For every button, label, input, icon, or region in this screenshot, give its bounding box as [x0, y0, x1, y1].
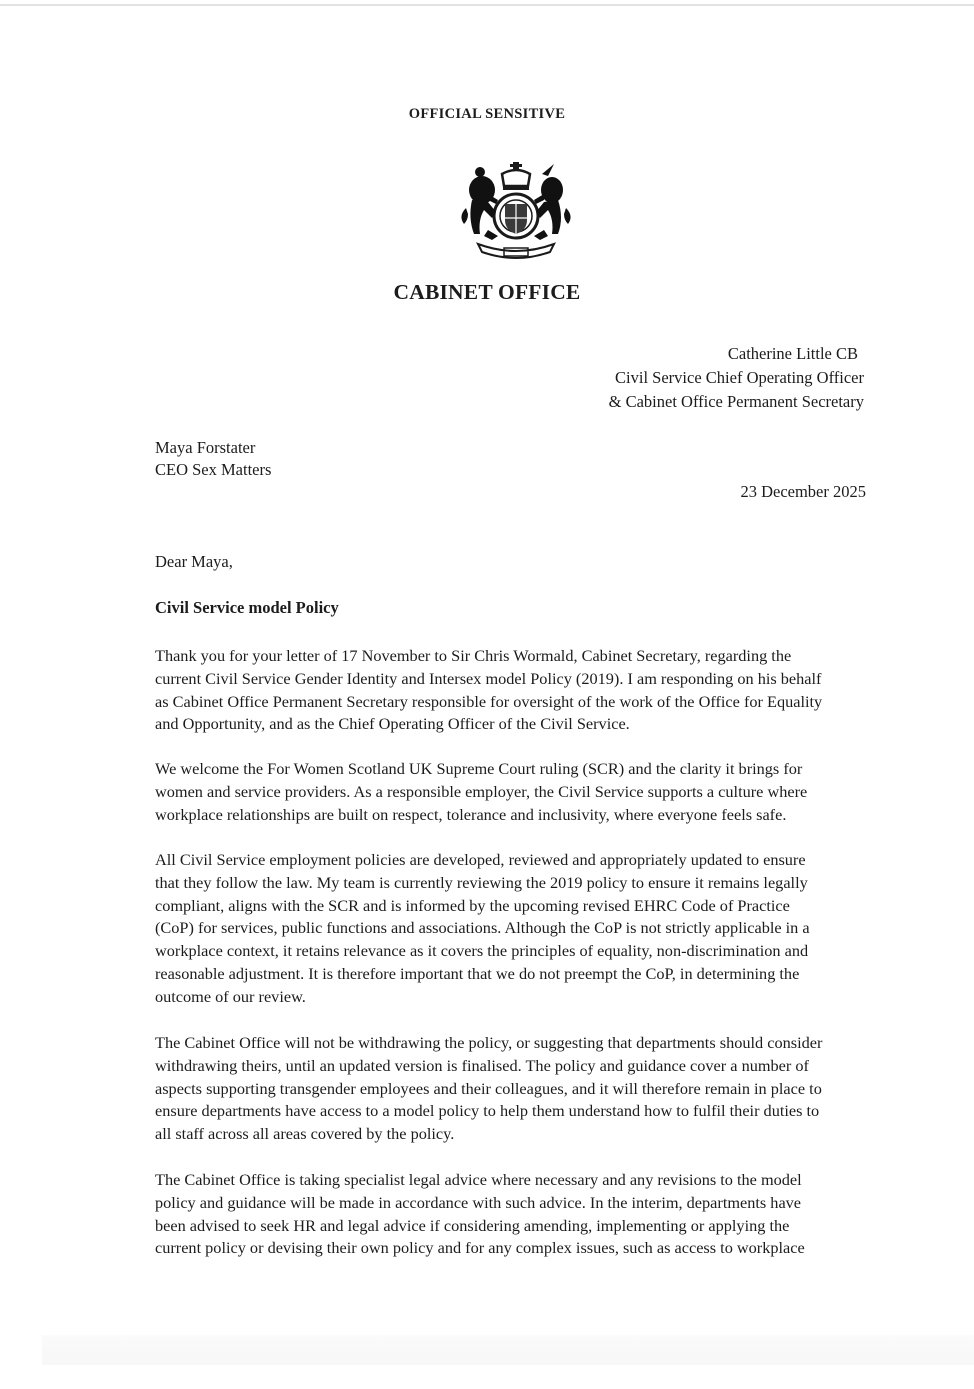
paragraph-line: compliant, aligns with the SCR and is informed by the upcoming revised EHRC Code of Practice — [155, 895, 790, 915]
royal-coat-of-arms-icon — [458, 160, 574, 260]
paragraph-line: that they follow the law. My team is currently reviewing the 2019 policy to ensure it remains legally — [155, 872, 808, 892]
paragraph-line: We welcome the For Women Scotland UK Supreme Court ruling (SCR) and the clarity it brings for — [155, 759, 803, 778]
paragraph-line: as Cabinet Office Permanent Secretary responsible for oversight of the work of the Office for Equality — [155, 691, 823, 711]
paragraph-line: (CoP) for services, public functions and associations. Although the CoP is not strictly applicable in a — [155, 918, 810, 938]
paragraph-line: The Cabinet Office is taking specialist legal advice where necessary and any revisions to the model — [155, 1170, 802, 1189]
paragraph-line: current policy or devising their own policy and for any complex issues, such as access to workplace — [155, 1238, 805, 1258]
recipient-name: Maya Forstater — [155, 438, 256, 457]
body-paragraph-4 — [155, 1032, 875, 1146]
department-name: CABINET OFFICE — [393, 280, 581, 304]
body-paragraph-2 — [155, 758, 875, 826]
paragraph-line: The Cabinet Office will not be withdrawing the policy, or suggesting that departments should consider — [155, 1033, 823, 1052]
sender-title-line-1: Civil Service Chief Operating Officer — [615, 368, 864, 387]
sender-title-line-2: & Cabinet Office Permanent Secretary — [608, 392, 864, 411]
letter-date: 23 December 2025 — [740, 482, 866, 501]
paragraph-line: aspects supporting transgender employees and their colleagues, and it will therefore remain in place to — [155, 1078, 822, 1098]
paragraph-line: and Opportunity, and as the Chief Operating Officer of the Civil Service. — [155, 714, 630, 734]
paragraph-line: women and service providers. As a responsible employer, the Civil Service supports a culture where — [155, 781, 808, 801]
paragraph-line: policy and guidance will be made in accordance with such advice. In the interim, departments have — [155, 1192, 802, 1212]
paragraph-line: all staff across all areas covered by the policy. — [155, 1124, 455, 1144]
paragraph-line: Thank you for your letter of 17 November to Sir Chris Wormald, Cabinet Secretary, regarding the — [155, 646, 792, 665]
salutation: Dear Maya, — [155, 552, 233, 571]
letter-subject: Civil Service model Policy — [155, 598, 339, 617]
paragraph-line: withdrawing theirs, until an updated version is finalised. The policy and guidance cover a number of — [155, 1055, 809, 1075]
recipient-block — [155, 437, 271, 481]
paragraph-line: ensure departments have access to a model policy to help them understand how to fulfil their duties to — [155, 1101, 820, 1121]
paragraph-line: been advised to seek HR and legal advice if considering amending, implementing or applying the — [155, 1215, 790, 1235]
sender-block — [609, 342, 864, 414]
paragraph-line: reasonable adjustment. It is therefore important that we do not preempt the CoP, in determining the — [155, 963, 800, 983]
sender-name: Catherine Little CB — [727, 344, 858, 363]
paragraph-line: workplace context, it retains relevance as it covers the principles of equality, non-discrimination and — [155, 941, 809, 961]
recipient-title: CEO Sex Matters — [155, 460, 272, 479]
body-paragraph-5 — [155, 1169, 875, 1260]
security-classification: OFFICIAL SENSITIVE — [408, 106, 566, 122]
body-paragraph-3 — [155, 849, 875, 1009]
paragraph-line: current Civil Service Gender Identity and Intersex model Policy (2019). I am responding on his behalf — [155, 668, 822, 688]
body-paragraph-1 — [155, 645, 875, 736]
paragraph-line: workplace relationships are built on respect, tolerance and inclusivity, where everyone feels safe. — [155, 804, 787, 824]
scan-shadow-band — [42, 1335, 974, 1365]
paragraph-line: outcome of our review. — [155, 986, 306, 1006]
paragraph-line: All Civil Service employment policies are developed, reviewed and appropriately updated to ensure — [155, 850, 806, 869]
